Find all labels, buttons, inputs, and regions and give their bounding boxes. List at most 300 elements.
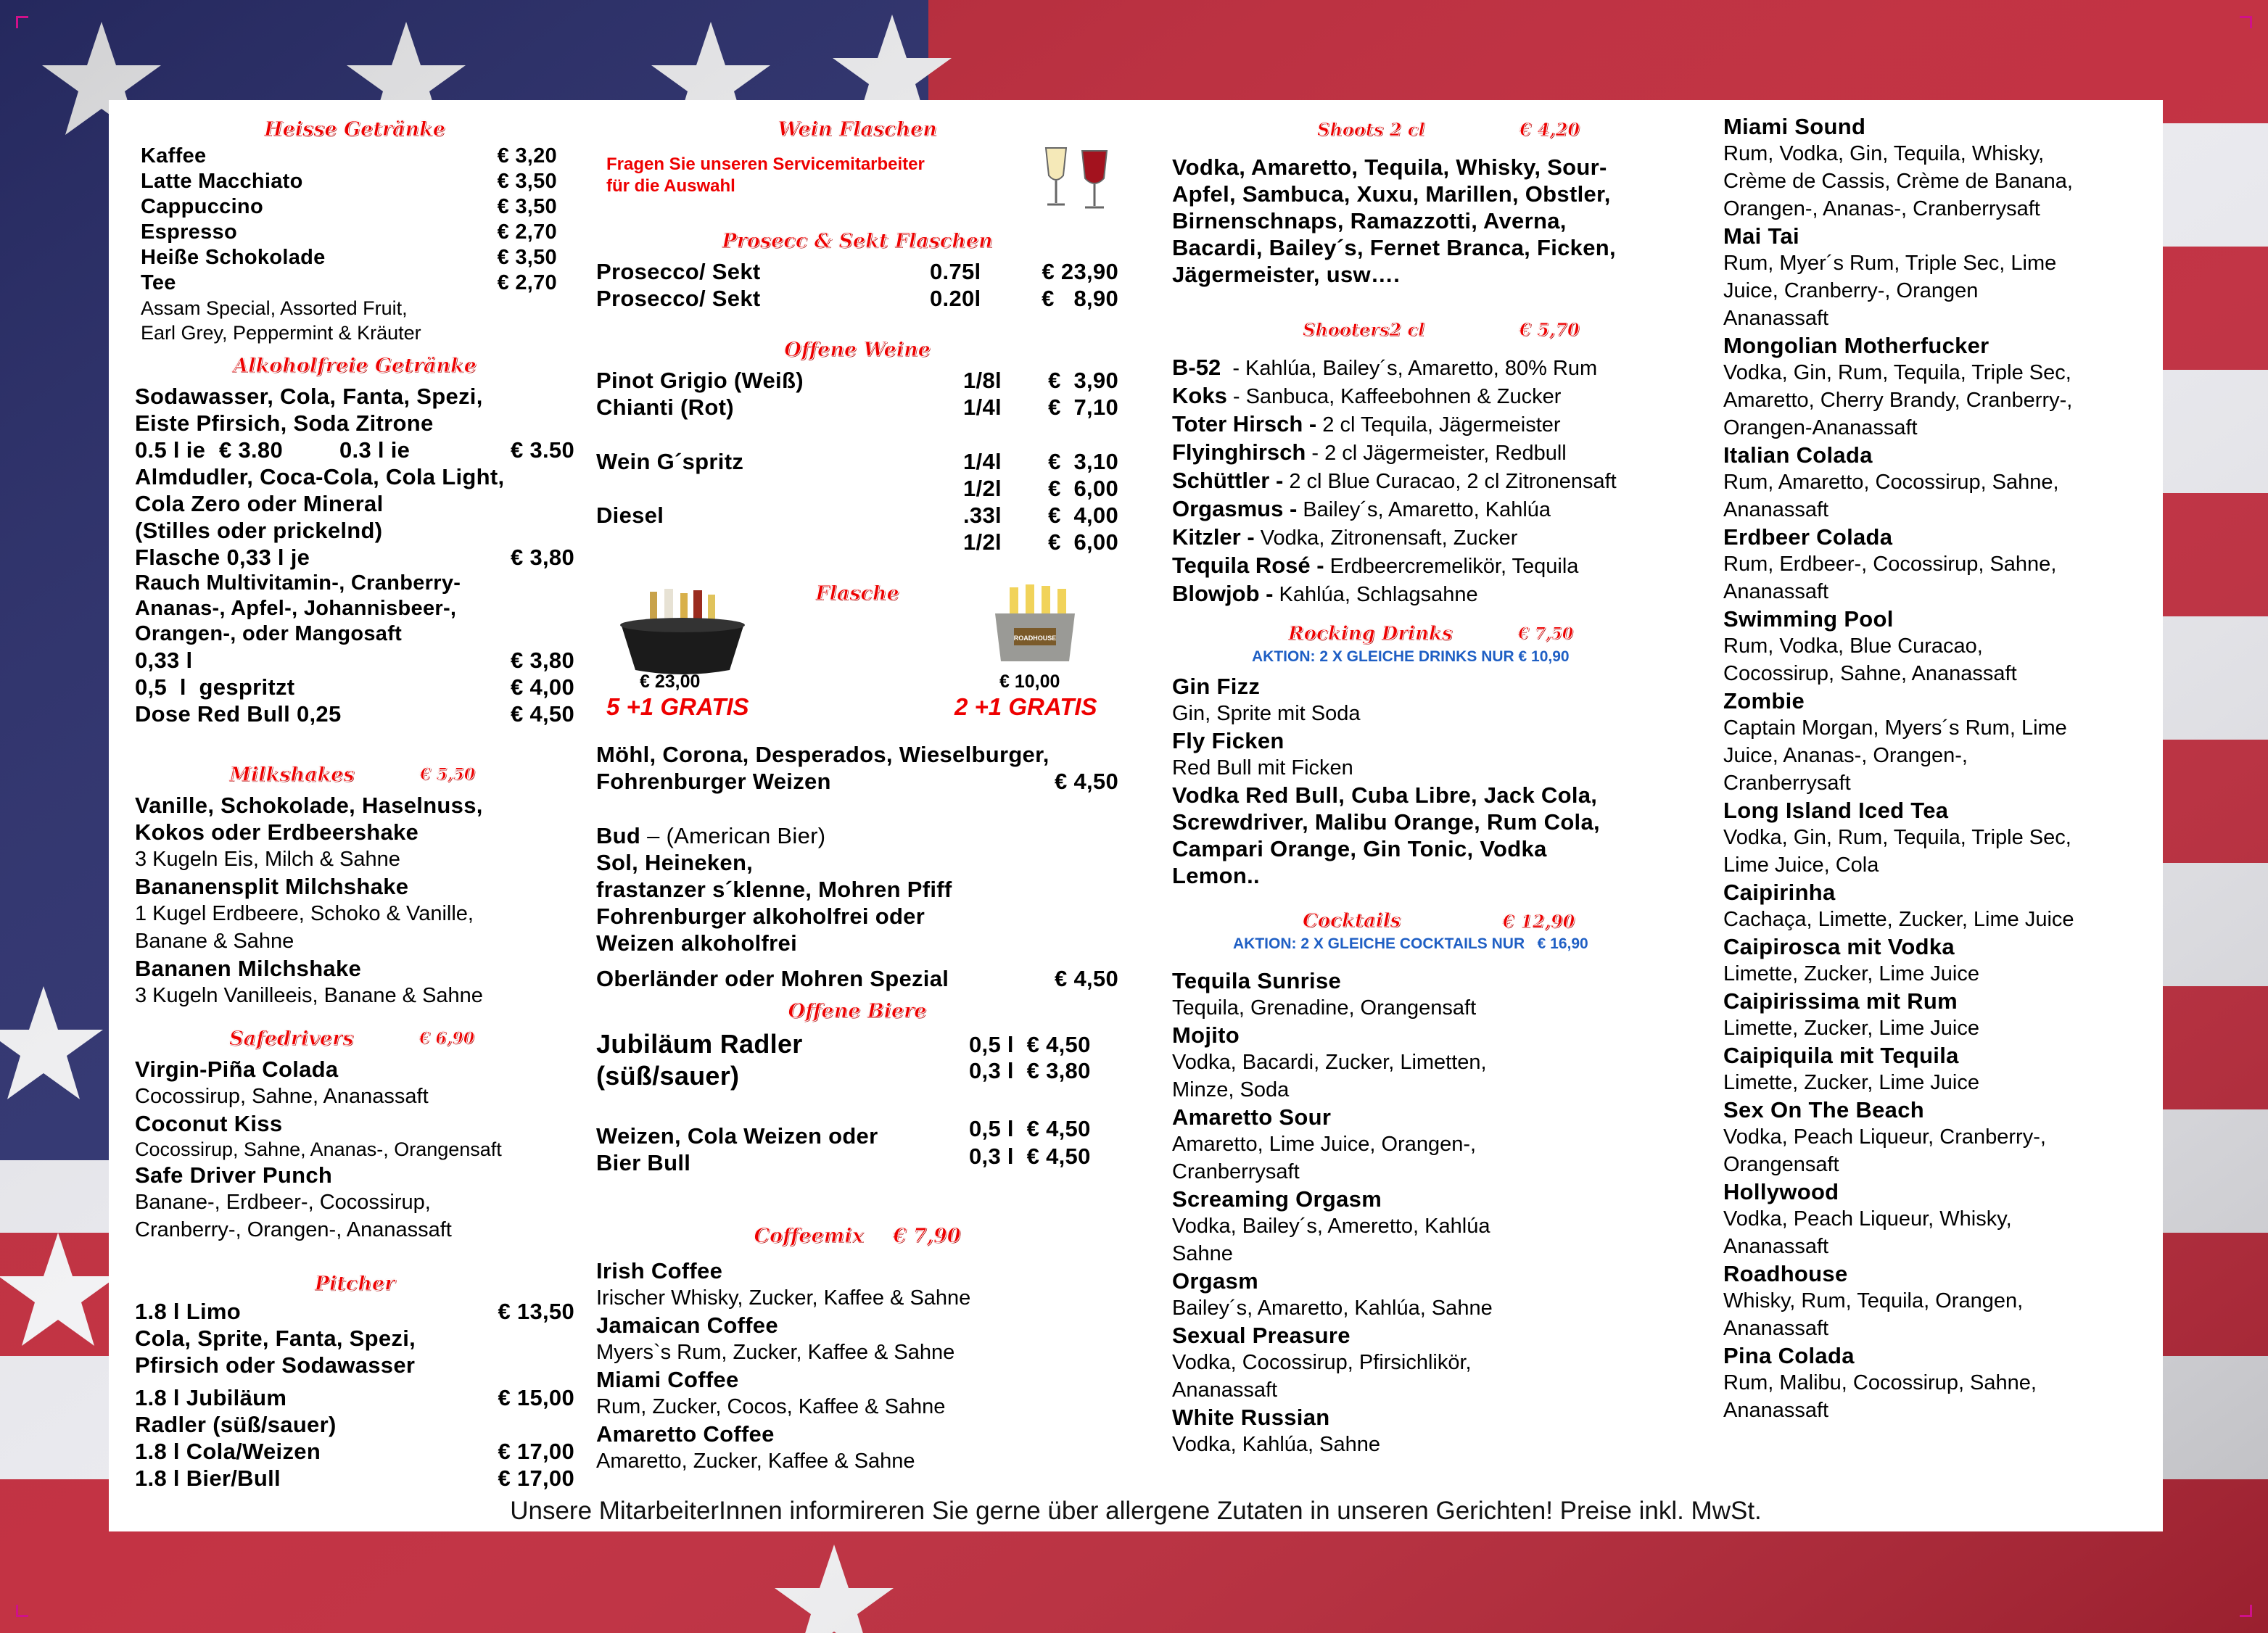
section-title: Safedrivers	[229, 1027, 354, 1050]
cocktail-desc: Minze, Soda	[1172, 1078, 1290, 1101]
menu-text: Bier Bull	[596, 1150, 691, 1175]
menu-row	[596, 448, 1118, 475]
cocktail-name: Mongolian Motherfucker	[1723, 333, 1989, 358]
menu-text: Lemon..	[1172, 863, 1260, 888]
menu-row	[596, 394, 1118, 421]
qty: 0.3 l ie	[339, 437, 411, 463]
item-desc: Kahlúa, Schlagsahne	[1273, 583, 1478, 606]
cocktail-name: Tequila Sunrise	[1172, 968, 1342, 993]
menu-row	[135, 1465, 574, 1492]
crop-mark-br	[2240, 1605, 2252, 1617]
menu-row	[1172, 410, 1687, 439]
section-title: Shooters2 cl	[1303, 318, 1425, 340]
cocktail-desc: Lime Juice, Cola	[1723, 853, 1879, 877]
price: € 3,10	[1048, 449, 1118, 474]
section-shooters	[1172, 315, 1687, 608]
section-hot-drinks	[135, 115, 574, 345]
cocktail-desc: Orangen-, Ananas-, Cranberrysaft	[1723, 197, 2040, 220]
cocktail-desc: Limette, Zucker, Lime Juice	[1723, 962, 1979, 985]
item-name: Oberländer oder Mohren Spezial	[596, 966, 949, 991]
menu-row	[596, 529, 1118, 555]
section-title: Flasche	[815, 582, 899, 605]
wine-glasses-icon	[1031, 141, 1118, 213]
section-open-wine	[596, 335, 1118, 555]
item-name: Tee	[141, 271, 176, 294]
price: € 4,00	[511, 674, 574, 700]
menu-item-name: Miami Coffee	[596, 1367, 739, 1392]
draft-price: 0,5 l € 4,50	[969, 1032, 1091, 1057]
menu-row	[135, 544, 574, 571]
menu-text: Cola, Sprite, Fanta, Spezi,	[135, 1326, 416, 1351]
menu-text: Almdudler, Coca-Cola, Cola Light,	[135, 464, 505, 489]
price: € 4,50	[1055, 966, 1118, 991]
cocktail-desc: Ananassaft	[1723, 1235, 1829, 1258]
section-price: € 7,90	[892, 1224, 961, 1247]
cocktail-name: Caipirinha	[1723, 880, 1836, 905]
cocktail-name: Sexual Preasure	[1172, 1323, 1351, 1348]
section-title-row	[1172, 906, 1687, 935]
price: € 4,00	[1048, 503, 1118, 528]
menu-row	[141, 270, 574, 296]
qty: 1/8l	[963, 368, 1002, 393]
section-title: Wein Flaschen	[778, 117, 937, 141]
cocktail-desc: Cranberrysaft	[1723, 772, 1851, 795]
menu-text: Cola Zero oder Mineral	[135, 491, 384, 516]
cocktail-desc: Rum, Myer´s Rum, Triple Sec, Lime	[1723, 252, 2057, 275]
price: € 4,50	[1055, 769, 1118, 794]
item-name: Chianti (Rot)	[596, 394, 734, 420]
price: € 3,50	[497, 170, 557, 193]
price: € 6,00	[1048, 476, 1118, 501]
cocktail-desc: Cachaça, Limette, Zucker, Lime Juice	[1723, 908, 2074, 931]
cocktail-name: Pina Colada	[1723, 1343, 1855, 1368]
price: € 3,50	[497, 195, 557, 218]
cocktail-desc: Vodka, Peach Liqueur, Whisky,	[1723, 1207, 2012, 1231]
item-name: Kaffee	[141, 144, 207, 168]
bucket-promo: 5 +1 GRATIS	[606, 693, 749, 720]
menu-desc: Irischer Whisky, Zucker, Kaffee & Sahne	[596, 1286, 971, 1310]
section-rocking-drinks	[1172, 619, 1687, 889]
item-name: Dose Red Bull 0,25	[135, 701, 342, 727]
price: € 13,50	[498, 1299, 574, 1324]
menu-text: Campari Orange, Gin Tonic, Vodka	[1172, 836, 1547, 861]
item-desc: - Kahlúa, Bailey´s, Amaretto, 80% Rum	[1221, 357, 1598, 380]
cocktail-desc: Rum, Erdbeer-, Cocossirup, Sahne,	[1723, 553, 2057, 576]
menu-panel	[109, 100, 2163, 1531]
crop-mark-bl	[16, 1605, 28, 1617]
menu-desc: Cocossirup, Sahne, Ananas-, Orangensaft	[135, 1138, 502, 1160]
cocktail-desc: Sahne	[1172, 1242, 1233, 1265]
cocktail-desc: Rum, Malibu, Cocossirup, Sahne,	[1723, 1371, 2037, 1394]
price: € 3,90	[1048, 368, 1118, 393]
qty: 1/4l	[963, 394, 1002, 420]
section-coffeemix	[596, 1221, 1118, 1475]
price: € 3,50	[497, 246, 557, 269]
cocktail-desc: Cranberrysaft	[1172, 1160, 1300, 1183]
menu-text: Pfirsich oder Sodawasser	[135, 1352, 416, 1378]
section-price: € 5,70	[1519, 318, 1580, 340]
menu-row	[596, 475, 1118, 502]
qty: .33l	[963, 503, 1002, 528]
price: € 3,80	[511, 648, 574, 673]
price: € 17,00	[498, 1439, 574, 1464]
item-desc: - 2 cl Jägermeister, Redbull	[1306, 442, 1567, 465]
section-title: Pitcher	[314, 1272, 395, 1295]
cocktail-name: Amaretto Sour	[1172, 1104, 1332, 1130]
cocktail-name: Orgasm	[1172, 1268, 1258, 1294]
item-name: Wein G´spritz	[596, 449, 744, 474]
cocktail-desc: Ananassaft	[1723, 580, 1829, 603]
price: € 17,00	[498, 1465, 574, 1491]
item-name: Bud	[596, 823, 641, 848]
menu-row	[596, 768, 1118, 795]
menu-text: Jägermeister, usw….	[1172, 262, 1401, 287]
cocktail-desc: Tequila, Grenadine, Orangensaft	[1172, 996, 1477, 1020]
menu-text: Jubiläum Radler	[596, 1029, 803, 1059]
section-price: € 4,20	[1519, 118, 1580, 140]
menu-desc: Banane & Sahne	[135, 930, 294, 953]
price: € 3.80	[219, 437, 283, 463]
cocktail-desc: Vodka, Peach Liqueur, Cranberry-,	[1723, 1125, 2046, 1149]
menu-row	[135, 1298, 574, 1325]
menu-row	[1172, 552, 1687, 580]
item-desc: Vodka, Zitronensaft, Zucker	[1254, 526, 1518, 550]
menu-text: Virgin-Piña Colada	[135, 1057, 339, 1082]
draft-price: 0,5 l € 4,50	[969, 1116, 1091, 1141]
section-title: Offene Weine	[784, 338, 931, 361]
item-name: 1.8 l Limo	[135, 1299, 241, 1324]
beer-crate-icon	[988, 584, 1082, 664]
menu-text: Rauch Multivitamin-, Cranberry-	[135, 571, 461, 595]
section-title: Cocktails	[1303, 910, 1401, 932]
item-name: Toter Hirsch -	[1172, 411, 1317, 437]
menu-row	[1172, 382, 1687, 410]
cocktail-name: Mojito	[1172, 1022, 1240, 1048]
price: € 6,00	[1048, 529, 1118, 555]
menu-desc: Cranberry-, Orangen-, Ananassaft	[135, 1218, 452, 1241]
menu-column-4	[1723, 115, 2151, 1424]
cocktail-name: Hollywood	[1723, 1179, 1839, 1204]
cocktail-desc: Vodka, Cocossirup, Pfirsichlikör,	[1172, 1351, 1472, 1374]
cocktail-name: Swimming Pool	[1723, 606, 1894, 632]
cocktail-desc: Orangen-Ananassaft	[1723, 416, 1918, 439]
cocktail-desc: Ananassaft	[1723, 1399, 1829, 1422]
menu-row	[135, 647, 574, 674]
cocktail-desc: Ananassaft	[1723, 307, 1829, 330]
menu-text	[596, 822, 1118, 849]
qty: 1/2l	[963, 529, 1002, 555]
menu-row	[135, 437, 574, 463]
item-name: 1.8 l Jubiläum	[135, 1385, 287, 1410]
item-name: 0,5 l gespritzt	[135, 674, 295, 700]
menu-text: Weizen alkoholfrei	[596, 930, 797, 956]
tea-note: Earl Grey, Peppermint & Kräuter	[141, 322, 421, 344]
price: € 3.50	[511, 437, 574, 463]
price: € 3,20	[497, 144, 557, 168]
item-name: Koks	[1172, 383, 1227, 408]
cocktail-desc: Crème de Cassis, Crème de Banana,	[1723, 170, 2073, 193]
section-title: Shoots 2 cl	[1317, 118, 1425, 140]
menu-desc: Cocossirup, Sahne, Ananassaft	[135, 1085, 429, 1108]
menu-row	[141, 169, 574, 194]
item-name: Flasche 0,33 l je	[135, 545, 310, 570]
item-name: Cappuccino	[141, 195, 263, 218]
section-price: € 6,90	[418, 1029, 475, 1048]
crate-label: ROADHOUSE	[1013, 634, 1057, 642]
cocktail-desc: Vodka, Bacardi, Zucker, Limetten,	[1172, 1051, 1487, 1074]
menu-text: Bacardi, Bailey´s, Fernet Branca, Ficken,	[1172, 235, 1616, 260]
bucket-price: € 10,00	[999, 671, 1060, 692]
price: € 3,80	[511, 545, 574, 570]
section-wine-bottles	[596, 115, 1118, 197]
cocktail-desc: Vodka, Gin, Rum, Tequila, Triple Sec,	[1723, 826, 2071, 849]
menu-text: Gin Fizz	[1172, 674, 1261, 699]
menu-row	[1172, 354, 1687, 382]
menu-text: Sodawasser, Cola, Fanta, Spezi,	[135, 384, 483, 409]
menu-row	[1172, 580, 1687, 608]
cocktail-name: Roadhouse	[1723, 1261, 1848, 1286]
item-name: Orgasmus -	[1172, 496, 1298, 521]
menu-desc: Amaretto, Zucker, Kaffee & Sahne	[596, 1450, 915, 1473]
item-name: Kitzler -	[1172, 524, 1255, 550]
item-name: Fohrenburger Weizen	[596, 769, 831, 794]
bucket-price: € 23,00	[640, 671, 701, 692]
menu-row	[135, 674, 574, 700]
item-name: Flyinghirsch	[1172, 439, 1306, 465]
section-milkshakes	[135, 760, 574, 1009]
cocktail-desc: Orangensaft	[1723, 1153, 1839, 1176]
price: € 7,10	[1048, 394, 1118, 420]
item-name: Diesel	[596, 503, 664, 528]
menu-row	[135, 700, 574, 727]
menu-text: Birnenschnaps, Ramazzotti, Averna,	[1172, 208, 1567, 233]
cocktail-desc: Juice, Cranberry-, Orangen	[1723, 279, 1979, 302]
item-name: B-52	[1172, 355, 1221, 380]
cocktail-desc: Ananassaft	[1172, 1378, 1278, 1402]
item-desc: Bailey´s, Amaretto, Kahlúa	[1297, 498, 1551, 521]
section-shoots	[1172, 115, 1687, 288]
menu-desc: Rum, Zucker, Cocos, Kaffee & Sahne	[596, 1395, 946, 1418]
price: € 2,70	[497, 271, 557, 294]
menu-row	[141, 220, 574, 245]
menu-text: (süß/sauer)	[596, 1061, 740, 1091]
menu-row	[596, 965, 1118, 992]
section-title: Prosecc & Sekt Flaschen	[722, 229, 993, 252]
cocktail-desc: Cocossirup, Sahne, Ananassaft	[1723, 662, 2017, 685]
menu-row	[1172, 467, 1687, 495]
cocktail-desc: Ananassaft	[1723, 498, 1829, 521]
menu-text: Weizen, Cola Weizen oder	[596, 1123, 878, 1149]
item-desc: - Sanbuca, Kaffeebohnen & Zucker	[1226, 385, 1562, 408]
price: € 8,90	[1042, 286, 1118, 311]
menu-text: Vodka Red Bull, Cuba Libre, Jack Cola,	[1172, 782, 1598, 808]
menu-row	[596, 367, 1118, 394]
cocktail-name: Caipiquila mit Tequila	[1723, 1043, 1959, 1068]
menu-row	[596, 285, 1118, 312]
cocktail-desc: Rum, Vodka, Blue Curacao,	[1723, 634, 1983, 658]
draft-price: 0,3 l € 4,50	[969, 1144, 1091, 1169]
item-desc: 2 cl Tequila, Jägermeister	[1316, 413, 1561, 437]
cocktail-name: Screaming Orgasm	[1172, 1186, 1382, 1212]
section-price: € 5,50	[419, 765, 476, 784]
item-name: Tequila Rosé -	[1172, 553, 1324, 578]
section-title-row	[1172, 115, 1687, 144]
menu-text: Orangen-, oder Mangosaft	[135, 622, 403, 645]
section-price: € 12,90	[1502, 910, 1575, 932]
cocktail-desc: Captain Morgan, Myers´s Rum, Lime	[1723, 716, 2067, 740]
menu-item-name: Irish Coffee	[596, 1258, 723, 1283]
bucket-promo: 2 +1 GRATIS	[954, 693, 1097, 720]
crop-mark-tr	[2240, 16, 2252, 28]
menu-text: frastanzer s´klenne, Mohren Pfiff	[596, 877, 952, 902]
note-line: Fragen Sie unseren Servicemitarbeiter	[606, 154, 925, 174]
cocktail-name: White Russian	[1172, 1405, 1330, 1430]
cocktail-desc: Vodka, Kahlúa, Sahne	[1172, 1433, 1381, 1456]
price: € 23,90	[1042, 259, 1118, 284]
price: € 2,70	[497, 220, 557, 244]
item-name: 1.8 l Bier/Bull	[135, 1465, 281, 1491]
section-title-row	[1172, 315, 1687, 344]
cocktail-name: Zombie	[1723, 688, 1805, 714]
menu-row	[596, 258, 1118, 285]
cocktail-name: Miami Sound	[1723, 114, 1866, 139]
cocktail-desc: Limette, Zucker, Lime Juice	[1723, 1071, 1979, 1094]
cocktail-name: Sex On The Beach	[1723, 1097, 1925, 1123]
section-title: Coffeemix	[754, 1224, 864, 1247]
section-draft-beer	[596, 996, 1118, 1181]
cocktail-desc: Ananassaft	[1723, 1317, 1829, 1340]
item-desc: Erdbeercremelikör, Tequila	[1324, 555, 1579, 578]
cocktail-name: Italian Colada	[1723, 442, 1873, 468]
menu-row	[1172, 524, 1687, 552]
cocktail-desc: Vodka, Gin, Rum, Tequila, Triple Sec,	[1723, 361, 2071, 384]
menu-desc: Red Bull mit Ficken	[1172, 756, 1353, 780]
qty: 1/4l	[963, 449, 1002, 474]
section-title: Offene Biere	[788, 999, 927, 1022]
qty: 0.5 l ie	[135, 437, 206, 463]
menu-text: Ananas-, Apfel-, Johannisbeer-,	[135, 597, 457, 620]
menu-text: Vanille, Schokolade, Haselnuss,	[135, 793, 483, 818]
menu-desc: 3 Kugeln Eis, Milch & Sahne	[135, 848, 400, 871]
menu-desc: Banane-, Erdbeer-, Cocossirup,	[135, 1191, 431, 1214]
section-title: Heisse Getränke	[264, 117, 445, 141]
menu-row	[1172, 495, 1687, 524]
cocktail-desc: Bailey´s, Amaretto, Kahlúa, Sahne	[1172, 1297, 1493, 1320]
item-name: Prosecco/ Sekt	[596, 286, 761, 311]
menu-text: Vodka, Amaretto, Tequila, Whisky, Sour-	[1172, 154, 1607, 180]
item-name: Prosecco/ Sekt	[596, 259, 761, 284]
cocktail-name: Caipirissima mit Rum	[1723, 988, 1958, 1014]
menu-row	[135, 1384, 574, 1411]
section-title-row	[135, 1024, 574, 1053]
allergen-footer: Unsere MitarbeiterInnen informireren Sie gerne über allergene Zutaten in unseren Gerichten! Preise inkl. MwSt.	[510, 1497, 1762, 1525]
item-desc: 2 cl Blue Curacao, 2 cl Zitronensaft	[1283, 470, 1617, 493]
cocktail-desc: Limette, Zucker, Lime Juice	[1723, 1017, 1979, 1040]
cocktail-desc: Vodka, Bailey´s, Ameretto, Kahlúa	[1172, 1215, 1490, 1238]
menu-text: Kokos oder Erdbeershake	[135, 819, 419, 845]
cocktail-desc: Rum, Amaretto, Cocossirup, Sahne,	[1723, 471, 2059, 494]
menu-text: Fohrenburger alkoholfrei oder	[596, 904, 925, 929]
section-title-row	[135, 760, 574, 789]
menu-row	[141, 194, 574, 220]
menu-text: Fly Ficken	[1172, 728, 1284, 753]
menu-row	[596, 502, 1118, 529]
price: € 4,50	[511, 701, 574, 727]
menu-text: Coconut Kiss	[135, 1111, 283, 1136]
section-title-row	[1172, 619, 1687, 648]
qty: 1/2l	[963, 476, 1002, 501]
item-name: Espresso	[141, 220, 237, 244]
item-name: 0,33 l	[135, 648, 193, 673]
promo-text: AKTION: 2 X GLEICHE DRINKS NUR € 10,90	[1252, 648, 1570, 665]
menu-text: Apfel, Sambuca, Xuxu, Marillen, Obstler,	[1172, 181, 1611, 207]
cocktail-name: Long Island Iced Tea	[1723, 798, 1949, 823]
menu-row	[141, 245, 574, 270]
section-price: € 7,50	[1517, 624, 1574, 643]
menu-desc: 1 Kugel Erdbeere, Schoko & Vanille,	[135, 902, 474, 925]
section-title-row	[596, 1221, 1118, 1250]
cocktail-desc: Amaretto, Cherry Brandy, Cranberry-,	[1723, 389, 2073, 412]
menu-text: Sol, Heineken,	[596, 850, 754, 875]
cocktail-name: Mai Tai	[1723, 223, 1799, 249]
item-name: Latte Macchiato	[141, 170, 303, 193]
menu-row	[141, 144, 574, 169]
draft-price: 0,3 l € 3,80	[969, 1058, 1091, 1083]
cocktail-desc: Whisky, Rum, Tequila, Orangen,	[1723, 1289, 2024, 1312]
item-name: Blowjob -	[1172, 581, 1274, 606]
section-title: Milkshakes	[229, 763, 355, 786]
menu-desc: 3 Kugeln Vanilleeis, Banane & Sahne	[135, 984, 483, 1007]
menu-text: Bananensplit Milchshake	[135, 874, 409, 899]
section-title: Alkoholfreie Getränke	[233, 354, 477, 377]
promo-text: AKTION: 2 X GLEICHE COCKTAILS NUR € 16,90	[1233, 935, 1588, 952]
menu-row	[135, 1438, 574, 1465]
qty: 0.75l	[930, 259, 981, 284]
menu-desc: Gin, Sprite mit Soda	[1172, 702, 1361, 725]
menu-item-name: Jamaican Coffee	[596, 1312, 778, 1338]
cocktail-name: Erdbeer Colada	[1723, 524, 1893, 550]
menu-row	[1172, 439, 1687, 467]
note-line: für die Auswahl	[606, 176, 735, 196]
cocktail-desc: Rum, Vodka, Gin, Tequila, Whisky,	[1723, 142, 2045, 165]
section-pitcher	[135, 1269, 574, 1492]
cocktail-desc: Amaretto, Lime Juice, Orangen-,	[1172, 1133, 1477, 1156]
item-name: 1.8 l Cola/Weizen	[135, 1439, 321, 1464]
cocktail-name: Caipirosca mit Vodka	[1723, 934, 1955, 959]
menu-text: Möhl, Corona, Desperados, Wieselburger,	[596, 742, 1050, 767]
menu-desc: Myers`s Rum, Zucker, Kaffee & Sahne	[596, 1341, 955, 1364]
section-title: Rocking Drinks	[1288, 623, 1453, 645]
section-cocktails	[1172, 906, 1687, 1458]
menu-text: Screwdriver, Malibu Orange, Rum Cola,	[1172, 809, 1600, 835]
item-name: Schüttler -	[1172, 468, 1284, 493]
menu-text: Bananen Milchshake	[135, 956, 362, 981]
price: € 15,00	[498, 1385, 574, 1410]
crop-mark-tl	[16, 16, 28, 28]
item-note: – (American Bier)	[640, 823, 826, 848]
cocktail-desc: Juice, Ananas-, Orangen-,	[1723, 744, 1968, 767]
menu-item-name: Amaretto Coffee	[596, 1421, 775, 1447]
menu-text: Radler (süß/sauer)	[135, 1412, 337, 1437]
menu-text: Safe Driver Punch	[135, 1162, 333, 1188]
tea-note: Assam Special, Assorted Fruit,	[141, 297, 408, 319]
qty: 0.20l	[930, 286, 981, 311]
section-safedrivers	[135, 1024, 574, 1244]
section-alcohol-free	[135, 351, 574, 727]
menu-text: (Stilles oder prickelnd)	[135, 518, 383, 543]
section-prosecco	[596, 226, 1118, 312]
menu-text: Eiste Pfirsich, Soda Zitrone	[135, 410, 434, 436]
